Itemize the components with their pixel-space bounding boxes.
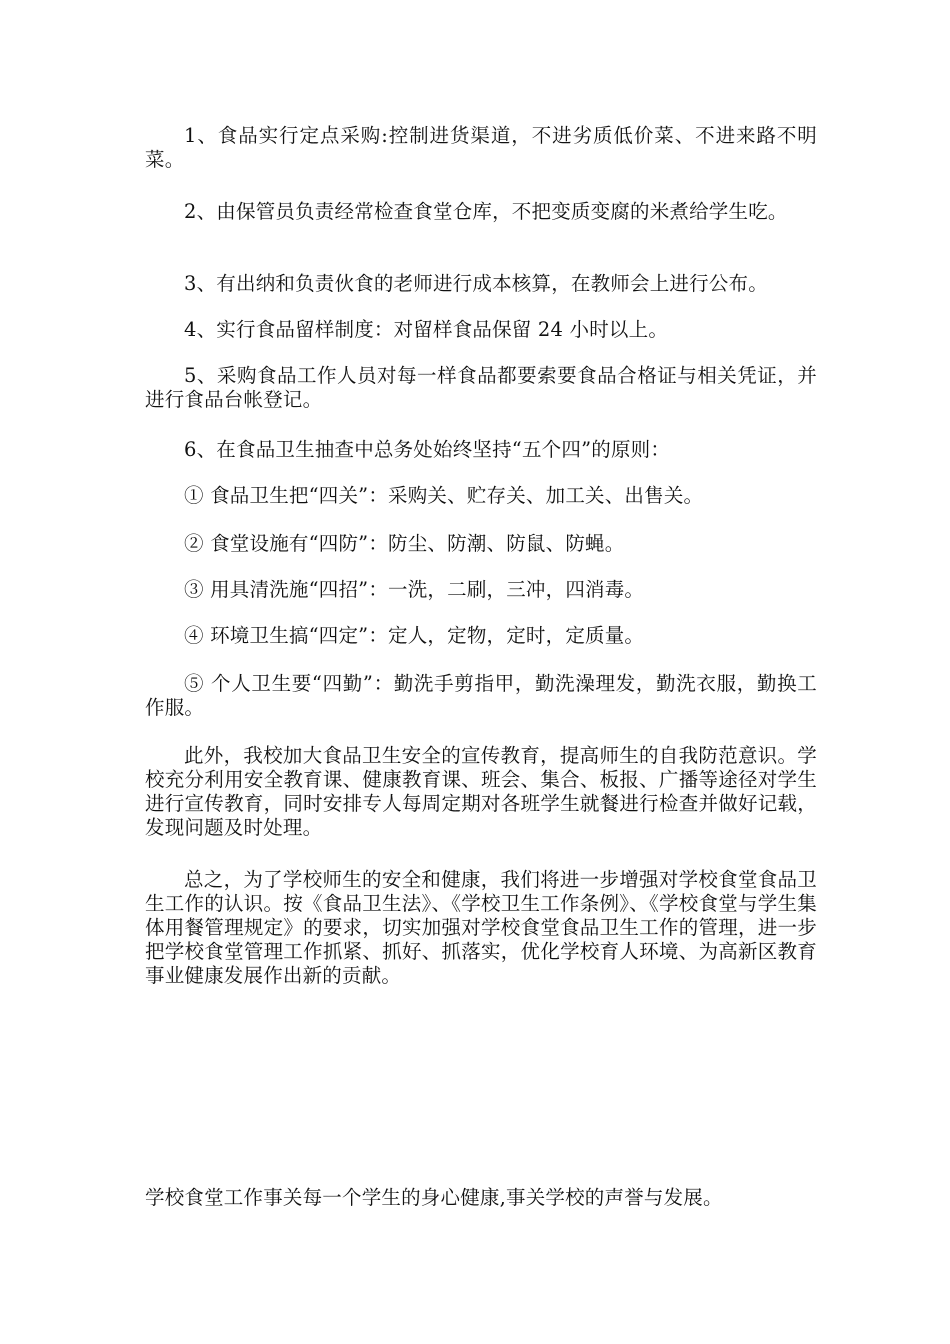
paragraph-conclusion: 总之，为了学校师生的安全和健康，我们将进一步增强对学校食堂食品卫生工作的认识。按《食品卫生法》、《学校卫生工作条例》、《学校食堂与学生集体用餐管理规定》的要求，切实加强对学校食堂食品卫生工作的管理，进一步把学校食堂管理工作抓紧、抓好、抓落实，优化学校育人环境、为高新区教育事业健康发展作出新的贡献。 bbox=[145, 868, 817, 987]
closing-line: 学校食堂工作事关每一个学生的身心健康,事关学校的声誉与发展。 bbox=[145, 1186, 723, 1209]
list-item-four-diligences: ⑤ 个人卫生要“四勤”：勤洗手剪指甲，勤洗澡理发，勤洗衣服，勤换工作服。 bbox=[145, 672, 817, 719]
list-item-four-preventions: ② 食堂设施有“四防”：防尘、防潮、防鼠、防蝇。 bbox=[184, 532, 625, 555]
paragraph-procurement: 1、食品实行定点采购:控制进货渠道，不进劣质低价菜、不进来路不明菜。 bbox=[145, 124, 817, 171]
list-item-four-cleanings: ③ 用具清洗施“四招”：一洗，二刷，三冲，四消毒。 bbox=[184, 578, 645, 601]
paragraph-certificates: 5、采购食品工作人员对每一样食品都要索要食品合格证与相关凭证，并进行食品台帐登记。 bbox=[145, 364, 817, 411]
paragraph-sample-retention: 4、实行食品留样制度：对留样食品保留 24 小时以上。 bbox=[184, 318, 669, 341]
list-item-four-checks: ① 食品卫生把“四关”：采购关、贮存关、加工关、出售关。 bbox=[184, 484, 704, 507]
list-item-four-fixes: ④ 环境卫生搞“四定”：定人，定物，定时，定质量。 bbox=[184, 624, 645, 647]
paragraph-five-fours: 6、在食品卫生抽查中总务处始终坚持“五个四”的原则： bbox=[184, 438, 671, 461]
paragraph-publicity-education: 此外，我校加大食品卫生安全的宣传教育，提高师生的自我防范意识。学校充分利用安全教育课、健康教育课、班会、集合、板报、广播等途径对学生进行宣传教育，同时安排专人每周定期对各班学生就餐进行检查并做好记载，发现问题及时处理。 bbox=[145, 744, 817, 839]
paragraph-warehouse-check: 2、由保管员负责经常检查食堂仓库，不把变质变腐的米煮给学生吃。 bbox=[184, 200, 788, 223]
paragraph-cost-accounting: 3、有出纳和负责伙食的老师进行成本核算，在教师会上进行公布。 bbox=[184, 272, 768, 295]
